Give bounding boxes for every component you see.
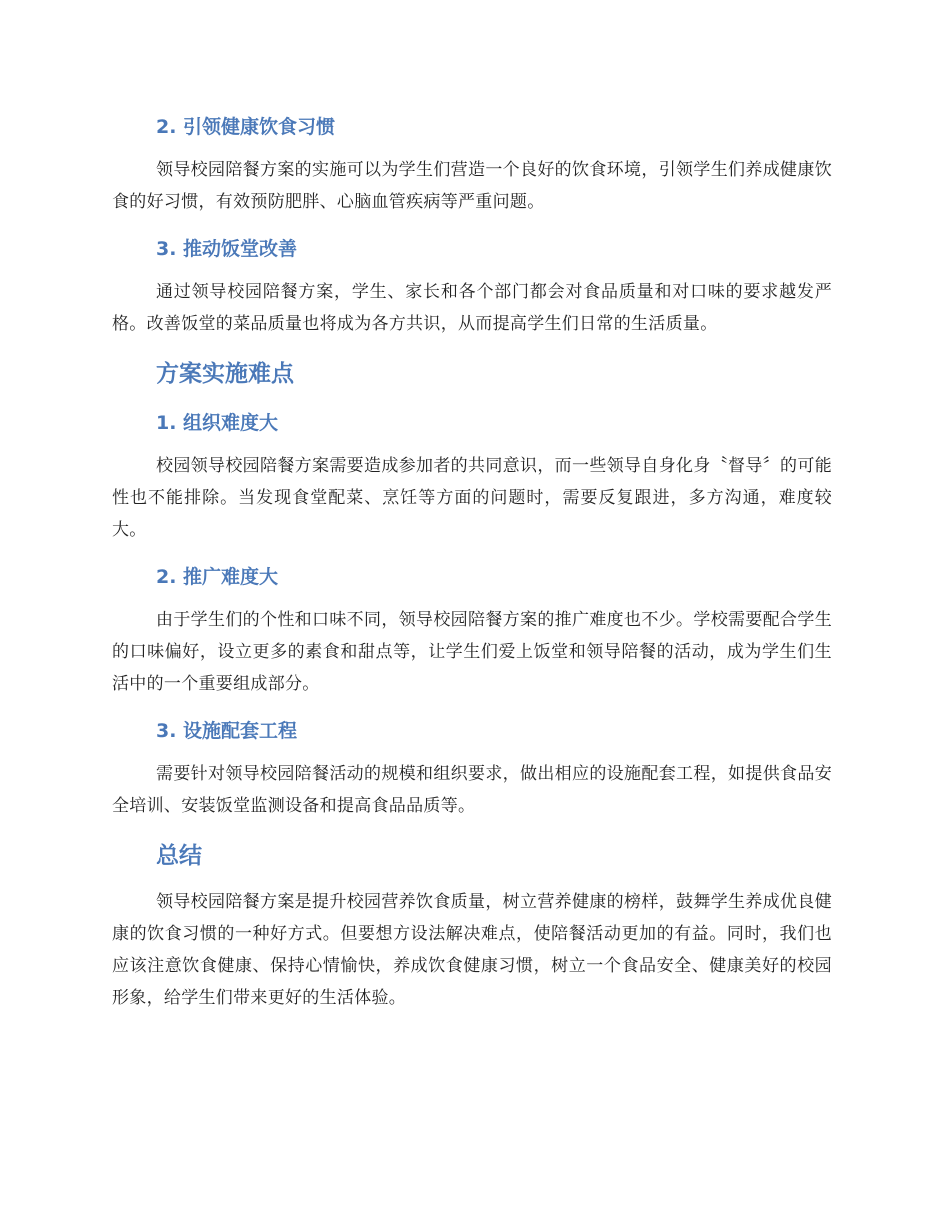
section-heading-organization: 1. 组织难度大 xyxy=(156,412,279,434)
section-heading-facilities: 3. 设施配套工程 xyxy=(156,720,298,742)
main-heading-summary: 总结 xyxy=(156,843,202,869)
section-heading-healthy-habits: 2. 引领健康饮食习惯 xyxy=(156,116,336,138)
paragraph-facilities: 需要针对领导校园陪餐活动的规模和组织要求，做出相应的设施配套工程，如提供食品安全培训、安装饭堂监测设备和提高食品品质等。 xyxy=(112,764,832,816)
paragraph-promotion: 由于学生们的个性和口味不同，领导校园陪餐方案的推广难度也不少。学校需要配合学生的口味偏好，设立更多的素食和甜点等，让学生们爱上饭堂和领导陪餐的活动，成为学生们生活中的一个重要组成部分。 xyxy=(112,610,832,694)
paragraph-healthy-habits: 领导校园陪餐方案的实施可以为学生们营造一个良好的饮食环境，引领学生们养成健康饮食的好习惯，有效预防肥胖、心脑血管疾病等严重问题。 xyxy=(112,160,832,212)
paragraph-summary: 领导校园陪餐方案是提升校园营养饮食质量，树立营养健康的榜样，鼓舞学生养成优良健康的饮食习惯的一种好方式。但要想方设法解决难点，使陪餐活动更加的有益。同时，我们也应该注意饮食健康、保持心情愉快，养成饮食健康习惯，树立一个食品安全、健康美好的校园形象，给学生们带来更好的生活体验。 xyxy=(112,892,832,1008)
section-heading-promotion: 2. 推广难度大 xyxy=(156,566,279,588)
paragraph-organization: 校园领导校园陪餐方案需要造成参加者的共同意识，而一些领导自身化身〝督导〞的可能性也不能排除。当发现食堂配菜、烹饪等方面的问题时，需要反复跟进，多方沟通，难度较大。 xyxy=(112,456,832,540)
section-heading-canteen-improvement: 3. 推动饭堂改善 xyxy=(156,238,298,260)
paragraph-canteen-improvement: 通过领导校园陪餐方案，学生、家长和各个部门都会对食品质量和对口味的要求越发严格。改善饭堂的菜品质量也将成为各方共识，从而提高学生们日常的生活质量。 xyxy=(112,282,832,334)
main-heading-difficulties: 方案实施难点 xyxy=(156,361,294,387)
